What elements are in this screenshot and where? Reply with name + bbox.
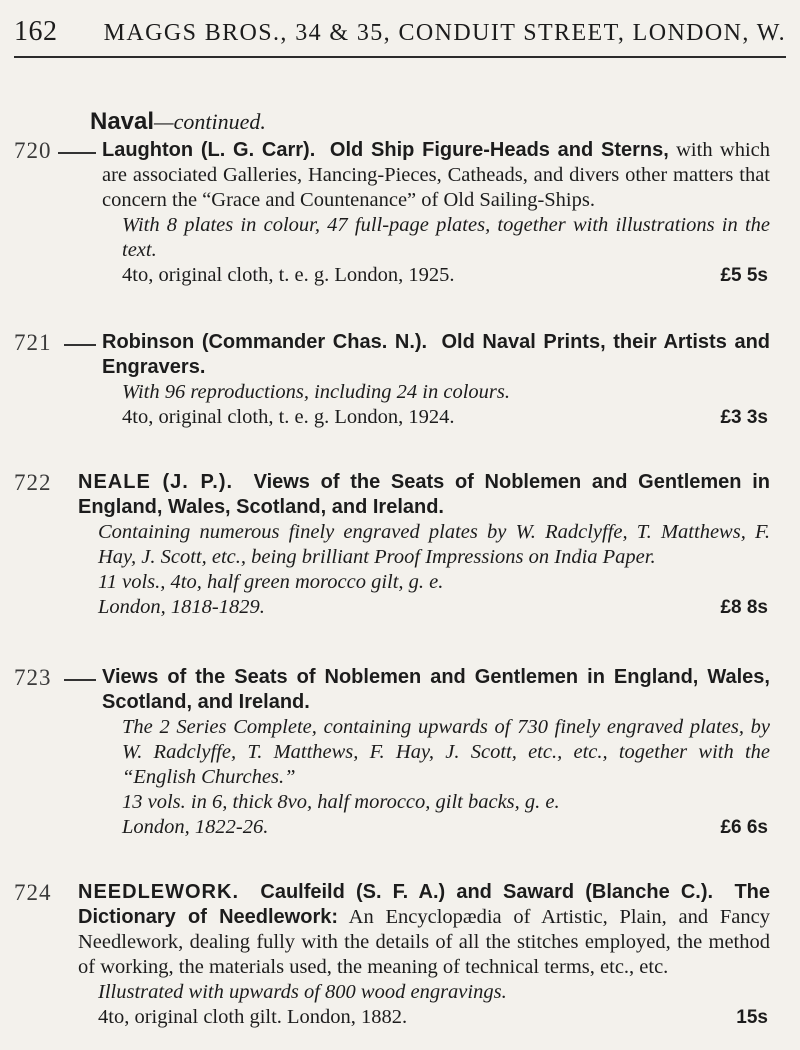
entry-note: With 8 plates in colour, 47 full-page plates, together with illustrations in the text. [122,214,770,261]
entry-title: Old Naval Prints, their Artists and Engravers. [102,331,770,378]
entry-note: Containing numerous finely engraved plates by W. Radclyffe, T. Matthews, F. Hay, J. Scott, etc., being brilliant Proof Impressions on India Paper. [98,521,770,568]
running-head [14,16,786,48]
entry-binding: 4to, original cloth gilt. London, 1882. [98,1006,408,1028]
entry-price: £8 8s [720,597,768,618]
entry-imprint: London, 1818-1829. [98,596,265,618]
entry-body [102,665,770,840]
entry-body [78,470,770,620]
entry-body [102,330,770,430]
entry-note: The 2 Series Complete, containing upwards of 730 finely engraved plates, by W. Radclyffe, T. Matthews, F. Hay, J. Scott, etc., etc., together with the “English Churches.” [122,716,770,788]
entry-binding: 4to, original cloth, t. e. g. London, 1925. [122,264,455,286]
lot-dash [58,152,96,154]
entry-price: £5 5s [720,265,768,286]
entry-price: £6 6s [720,817,768,838]
lot-number: 724 [14,880,52,905]
lot-dash [64,344,96,346]
entry-binding: 4to, original cloth, t. e. g. London, 1924. [122,406,455,428]
entry-author: Laughton (L. G. Carr). [102,139,316,161]
header-rule [14,56,786,58]
entry-binding-line [78,1005,770,1030]
lot-number: 721 [14,330,52,355]
publisher-header: MAGGS BROS., 34 & 35, CONDUIT STREET, LONDON, W. [103,20,786,46]
entry-title: The Dictionary of Needlework: [78,881,770,928]
entry-description: with which are associated Galleries, Hancing-Pieces, Catheads, and divers other matters that concern the “Grace and Countenance” of Old Sailing-Ships. [102,139,770,211]
entry-price: 15s [736,1007,768,1028]
lot-number: 723 [14,665,52,690]
lot-number: 720 [14,138,52,163]
entry-body [102,138,770,288]
entry-binding-line [102,405,770,430]
entry-price: £3 3s [720,407,768,428]
entry-note: Illustrated with upwards of 800 wood engravings. [98,981,507,1003]
entry-author: NEALE (J. P.). [78,471,234,493]
page-number: 162 [14,16,58,47]
entry-title: Views of the Seats of Noblemen and Gentlemen in England, Wales, Scotland, and Ireland. [78,471,770,518]
entry-body [78,880,770,1030]
section-heading [90,108,266,136]
entry-binding: 13 vols. in 6, thick 8vo, half morocco, gilt backs, g. e. [122,791,560,813]
entry-subject: NEEDLEWORK. [78,881,239,903]
entry-imprint-line [78,595,770,620]
entry-author: Caulfeild (S. F. A.) and Saward (Blanche C.). [260,881,714,903]
entry-title: Views of the Seats of Noblemen and Gentlemen in England, Wales, Scotland, and Ireland. [102,666,770,713]
entry-binding-line [102,263,770,288]
section-title: Naval [90,108,155,135]
entry-description: An Encyclopædia of Artistic, Plain, and Fancy Needlework, dealing fully with the details of all the stitches employed, the method of working, the materials used, the meaning of technical terms, etc., etc. [78,906,770,978]
entry-author: Robinson (Commander Chas. N.). [102,331,428,353]
lot-dash [64,679,96,681]
entry-note: With 96 reproductions, including 24 in colours. [122,381,510,403]
entry-imprint: London, 1822-26. [122,816,269,838]
entry-binding: 11 vols., 4to, half green morocco gilt, g. e. [98,571,444,593]
entry-imprint-line [102,815,770,840]
lot-number: 722 [14,470,52,495]
entry-title: Old Ship Figure-Heads and Sterns, [329,139,669,161]
section-continued: —continued. [154,109,266,134]
